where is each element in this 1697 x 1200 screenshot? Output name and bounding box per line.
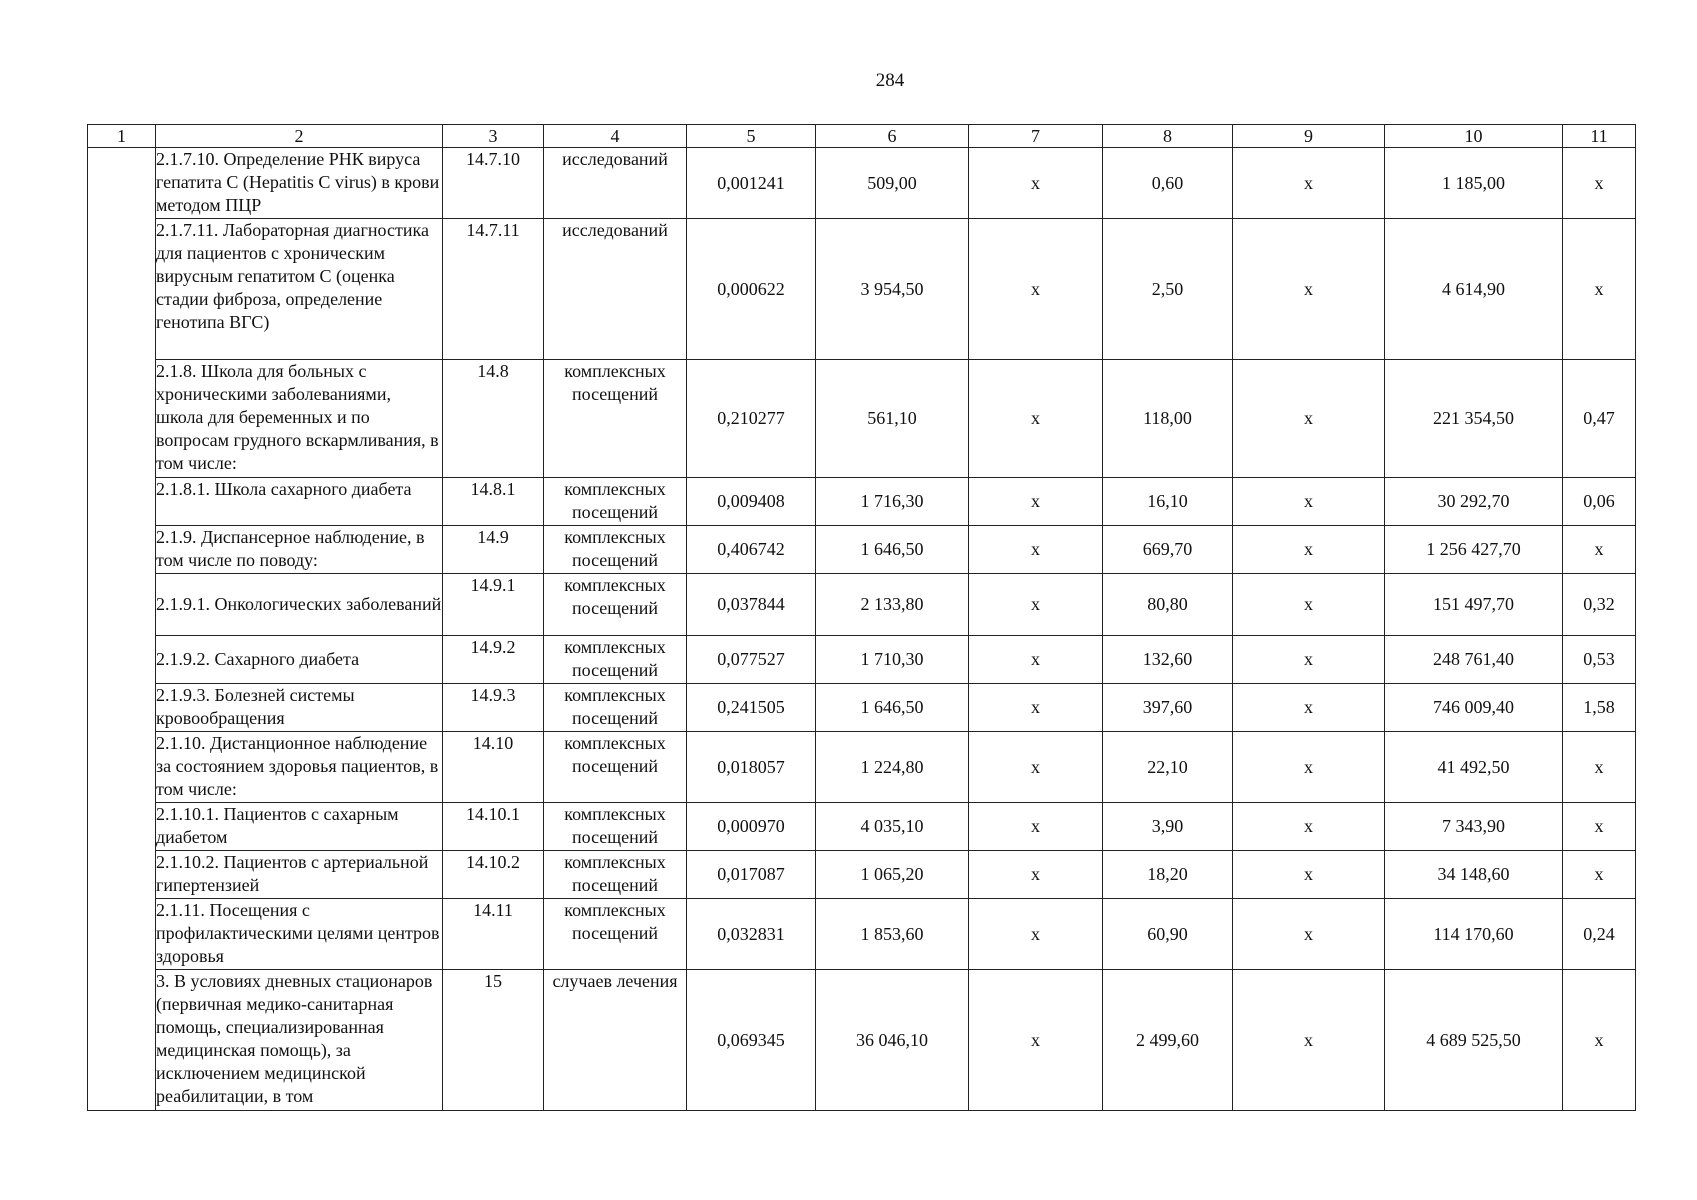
cell-col10: 114 170,60 xyxy=(1385,899,1563,970)
table-row xyxy=(88,148,1636,219)
table-row xyxy=(88,684,1636,732)
cell-col8: 2,50 xyxy=(1103,219,1233,360)
row-code: 14.11 xyxy=(443,899,544,970)
row-name: 2.1.8. Школа для больных с хроническими заболеваниями, школа для беременных и по вопросам грудного вскармливания, в том числе: xyxy=(156,360,443,478)
cell-col5: 0,001241 xyxy=(687,148,816,219)
row-unit: комплексных посещений xyxy=(544,478,687,526)
table-row xyxy=(88,899,1636,970)
row-code: 14.9.2 xyxy=(443,636,544,684)
cell-col5: 0,077527 xyxy=(687,636,816,684)
column-header: 9 xyxy=(1233,125,1385,148)
data-table xyxy=(87,124,1636,1111)
row-name: 2.1.7.10. Определение РНК вируса гепатита С (Hepatitis C virus) в крови методом ПЦР xyxy=(156,148,443,219)
column-header: 2 xyxy=(156,125,443,148)
row-unit: комплексных посещений xyxy=(544,636,687,684)
cell-col6: 561,10 xyxy=(816,360,969,478)
row-code: 14.7.11 xyxy=(443,219,544,360)
cell-col5: 0,032831 xyxy=(687,899,816,970)
header-row xyxy=(88,125,1636,148)
row-name: 2.1.10.1. Пациентов с сахарным диабетом xyxy=(156,803,443,851)
row-code: 14.10 xyxy=(443,732,544,803)
cell-col10: 4 689 525,50 xyxy=(1385,970,1563,1111)
row-name: 2.1.9.1. Онкологических заболеваний xyxy=(156,574,443,636)
cell-col6: 1 224,80 xyxy=(816,732,969,803)
cell-col6: 509,00 xyxy=(816,148,969,219)
cell-col8: 132,60 xyxy=(1103,636,1233,684)
table-row xyxy=(88,219,1636,360)
cell-col8: 22,10 xyxy=(1103,732,1233,803)
column-header: 4 xyxy=(544,125,687,148)
row-name: 2.1.9.2. Сахарного диабета xyxy=(156,636,443,684)
cell-col11: х xyxy=(1563,803,1636,851)
cell-col5: 0,017087 xyxy=(687,851,816,899)
cell-col8: 80,80 xyxy=(1103,574,1233,636)
cell-col8: 0,60 xyxy=(1103,148,1233,219)
cell-col10: 1 256 427,70 xyxy=(1385,526,1563,574)
cell-col11: х xyxy=(1563,148,1636,219)
cell-col5: 0,037844 xyxy=(687,574,816,636)
row-name: 2.1.8.1. Школа сахарного диабета xyxy=(156,478,443,526)
cell-col7: х xyxy=(969,732,1103,803)
cell-col10: 746 009,40 xyxy=(1385,684,1563,732)
cell-col5: 0,000622 xyxy=(687,219,816,360)
cell-col11: х xyxy=(1563,851,1636,899)
cell-col7: х xyxy=(969,636,1103,684)
row-code: 14.8 xyxy=(443,360,544,478)
cell-col10: 151 497,70 xyxy=(1385,574,1563,636)
row-unit: комплексных посещений xyxy=(544,899,687,970)
page-number: 284 xyxy=(875,70,905,91)
cell-col5: 0,069345 xyxy=(687,970,816,1111)
table-row xyxy=(88,732,1636,803)
table-row xyxy=(88,636,1636,684)
row-name: 2.1.11. Посещения с профилактическими целями центров здоровья xyxy=(156,899,443,970)
row-unit: случаев лечения xyxy=(544,970,687,1111)
cell-col9: х xyxy=(1233,526,1385,574)
column-header: 1 xyxy=(88,125,156,148)
cell-col11: 0,06 xyxy=(1563,478,1636,526)
cell-col5: 0,000970 xyxy=(687,803,816,851)
column-header: 8 xyxy=(1103,125,1233,148)
cell-col6: 2 133,80 xyxy=(816,574,969,636)
row-code: 14.7.10 xyxy=(443,148,544,219)
column-header: 10 xyxy=(1385,125,1563,148)
row-unit: комплексных посещений xyxy=(544,803,687,851)
row-name: 2.1.10. Дистанционное наблюдение за состоянием здоровья пациентов, в том числе: xyxy=(156,732,443,803)
table-row xyxy=(88,574,1636,636)
cell-col6: 1 065,20 xyxy=(816,851,969,899)
row-code: 14.9.1 xyxy=(443,574,544,636)
cell-col9: х xyxy=(1233,732,1385,803)
cell-col8: 16,10 xyxy=(1103,478,1233,526)
cell-col6: 1 646,50 xyxy=(816,526,969,574)
column-header: 5 xyxy=(687,125,816,148)
row-unit: комплексных посещений xyxy=(544,360,687,478)
cell-col10: 221 354,50 xyxy=(1385,360,1563,478)
cell-col7: х xyxy=(969,526,1103,574)
cell-col8: 669,70 xyxy=(1103,526,1233,574)
table-row xyxy=(88,360,1636,478)
row-name: 2.1.9. Диспансерное наблюдение, в том числе по поводу: xyxy=(156,526,443,574)
cell-col6: 36 046,10 xyxy=(816,970,969,1111)
cell-col9: х xyxy=(1233,970,1385,1111)
cell-col9: х xyxy=(1233,574,1385,636)
cell-col10: 248 761,40 xyxy=(1385,636,1563,684)
cell-col9: х xyxy=(1233,803,1385,851)
cell-col5: 0,406742 xyxy=(687,526,816,574)
cell-col10: 4 614,90 xyxy=(1385,219,1563,360)
cell-col11: х xyxy=(1563,970,1636,1111)
row-unit: комплексных посещений xyxy=(544,574,687,636)
cell-col6: 3 954,50 xyxy=(816,219,969,360)
cell-col7: х xyxy=(969,219,1103,360)
cell-col11: 0,32 xyxy=(1563,574,1636,636)
cell-col6: 4 035,10 xyxy=(816,803,969,851)
cell-col8: 118,00 xyxy=(1103,360,1233,478)
row-unit: исследований xyxy=(544,148,687,219)
cell-col8: 60,90 xyxy=(1103,899,1233,970)
row-code: 15 xyxy=(443,970,544,1111)
cell-col9: х xyxy=(1233,636,1385,684)
cell-col9: х xyxy=(1233,219,1385,360)
row-unit: комплексных посещений xyxy=(544,732,687,803)
table-row xyxy=(88,526,1636,574)
cell-col8: 2 499,60 xyxy=(1103,970,1233,1111)
row-name: 2.1.10.2. Пациентов с артериальной гипертензией xyxy=(156,851,443,899)
table-row xyxy=(88,851,1636,899)
cell-col9: х xyxy=(1233,851,1385,899)
cell-col9: х xyxy=(1233,360,1385,478)
row-name: 2.1.9.3. Болезней системы кровообращения xyxy=(156,684,443,732)
cell-col11: 0,47 xyxy=(1563,360,1636,478)
cell-col9: х xyxy=(1233,899,1385,970)
cell-col11: 0,53 xyxy=(1563,636,1636,684)
row-unit: комплексных посещений xyxy=(544,851,687,899)
cell-col8: 3,90 xyxy=(1103,803,1233,851)
row-code: 14.10.2 xyxy=(443,851,544,899)
cell-col6: 1 646,50 xyxy=(816,684,969,732)
cell-col7: х xyxy=(969,803,1103,851)
cell-col5: 0,241505 xyxy=(687,684,816,732)
row-unit: комплексных посещений xyxy=(544,684,687,732)
cell-col6: 1 710,30 xyxy=(816,636,969,684)
cell-col7: х xyxy=(969,970,1103,1111)
column-header: 11 xyxy=(1563,125,1636,148)
row-name: 2.1.7.11. Лабораторная диагностика для пациентов с хроническим вирусным гепатитом С (оценка стадии фиброза, определение генотипа ВГС) xyxy=(156,219,443,360)
row-unit: исследований xyxy=(544,219,687,360)
cell-col11: 0,24 xyxy=(1563,899,1636,970)
cell-col10: 30 292,70 xyxy=(1385,478,1563,526)
row-code: 14.9 xyxy=(443,526,544,574)
cell-col10: 34 148,60 xyxy=(1385,851,1563,899)
cell-col7: х xyxy=(969,478,1103,526)
row-unit: комплексных посещений xyxy=(544,526,687,574)
row-code: 14.10.1 xyxy=(443,803,544,851)
cell-col7: х xyxy=(969,574,1103,636)
cell-col10: 41 492,50 xyxy=(1385,732,1563,803)
column-header: 6 xyxy=(816,125,969,148)
cell-col5: 0,210277 xyxy=(687,360,816,478)
cell-col9: х xyxy=(1233,478,1385,526)
cell-col11: х xyxy=(1563,732,1636,803)
cell-col6: 1 716,30 xyxy=(816,478,969,526)
cell-col9: х xyxy=(1233,684,1385,732)
empty-column-cell xyxy=(88,148,156,1111)
table-row xyxy=(88,803,1636,851)
cell-col9: х xyxy=(1233,148,1385,219)
row-code: 14.9.3 xyxy=(443,684,544,732)
cell-col5: 0,009408 xyxy=(687,478,816,526)
cell-col5: 0,018057 xyxy=(687,732,816,803)
table-row xyxy=(88,970,1636,1111)
row-name: 3. В условиях дневных стационаров (первичная медико-санитарная помощь, специализированная медицинская помощь), за исключением медицинской реабилитации, в том xyxy=(156,970,443,1111)
table-row xyxy=(88,478,1636,526)
column-header: 3 xyxy=(443,125,544,148)
cell-col7: х xyxy=(969,148,1103,219)
cell-col7: х xyxy=(969,851,1103,899)
cell-col11: х xyxy=(1563,526,1636,574)
column-header: 7 xyxy=(969,125,1103,148)
cell-col6: 1 853,60 xyxy=(816,899,969,970)
row-code: 14.8.1 xyxy=(443,478,544,526)
cell-col10: 1 185,00 xyxy=(1385,148,1563,219)
cell-col11: 1,58 xyxy=(1563,684,1636,732)
cell-col7: х xyxy=(969,684,1103,732)
cell-col11: х xyxy=(1563,219,1636,360)
cell-col8: 18,20 xyxy=(1103,851,1233,899)
cell-col8: 397,60 xyxy=(1103,684,1233,732)
cell-col7: х xyxy=(969,899,1103,970)
cell-col10: 7 343,90 xyxy=(1385,803,1563,851)
cell-col7: х xyxy=(969,360,1103,478)
